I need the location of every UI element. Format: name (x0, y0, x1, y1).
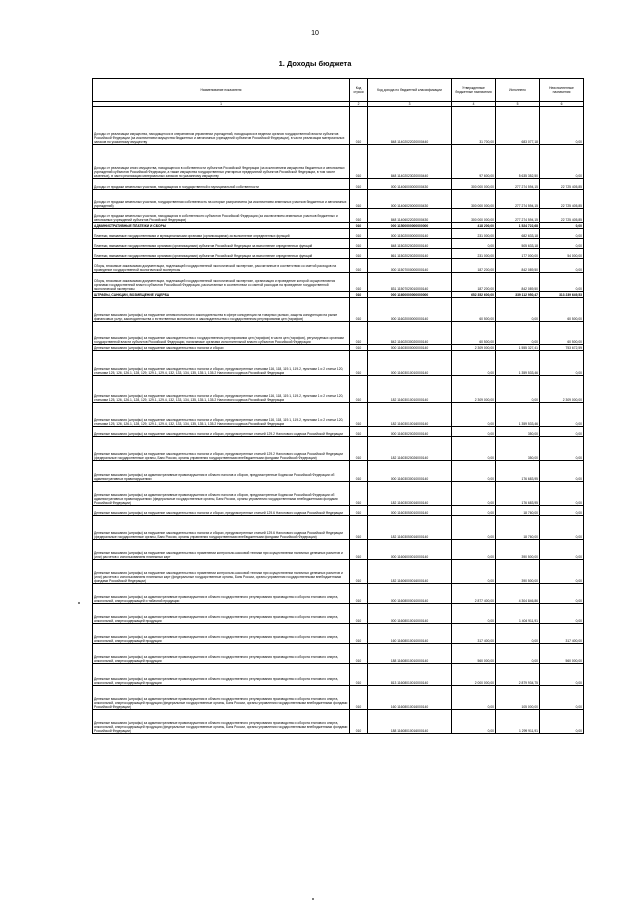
cell-name: Денежные взыскания (штрафы) за нарушение законодательства о налогах и сборах, предусмотренные статьей 129.6 Налогового кодекса Российской Федерации (федеральные государственные органы, Банк России, органы управления государственными внебюджетными фондами Российской Федерации) (93, 516, 350, 540)
cell-executed: 505 633,18 (496, 239, 540, 249)
cell-executed: 4 304 846,86 (496, 584, 540, 604)
table-row (93, 516, 584, 540)
column-header-kbk: Код дохода по бюджетной классификации (368, 79, 452, 102)
cell-budget-code: 188 11608010016000140 (368, 710, 452, 734)
cell-unexecuted: 60 500,00 (540, 322, 584, 345)
cell-approved: 31 700,00 (452, 107, 496, 145)
cell-row-code: 010 (350, 624, 368, 644)
cell-unexecuted: 0,00 (540, 229, 584, 239)
cell-name: Денежные взыскания (штрафы) за административные правонарушения в области государственного регулирования производства и оборота этилового спирта, алкогольной, спиртосодержащей продукции (федеральные государственные органы, Банк России, органы управления государственными внебюджетными фондами Российской Федерации) (93, 686, 350, 710)
cell-executed: 0,00 (496, 322, 540, 345)
cell-approved: 0,00 (452, 482, 496, 506)
cell-unexecuted: 0,00 (540, 437, 584, 461)
cell-approved: 418 200,00 (452, 223, 496, 229)
cell-unexecuted: 0,00 (540, 560, 584, 584)
cell-approved: 187 200,00 (452, 259, 496, 273)
table-row (93, 686, 584, 710)
cell-row-code: 010 (350, 179, 368, 190)
cell-name: Денежные взыскания (штрафы) за административные правонарушения в области налогов и сборов, предусмотренные Кодексом Российской Федерации об административных правонарушениях (федеральные государственные органы, Банк России, органы управления государственными внебюджетными фондами Российской Федерации) (93, 482, 350, 506)
cell-unexecuted: 0,00 (540, 403, 584, 427)
cell-budget-code: 000 11502000000000140 (368, 229, 452, 239)
cell-executed: 176 683,95 (496, 482, 540, 506)
cell-name: Денежные взыскания (штрафы) за административные правонарушения в области государственного регулирования производства и оборота этилового спирта, алкогольной, спиртосодержащей продукции (93, 624, 350, 644)
cell-budget-code: 848 11402022020000440 (368, 107, 452, 145)
cell-name: Денежные взыскания (штрафы) за нарушение законодательства о налогах и сборах, предусмотренные статьями 116, 118, 119.1, 119.2, пунктами 1 и 2 статьи 120, статьями 125, 126, 126.1, 128, 129, 129.1, 129.4, 132, 133, 134, 135, 135.1, 135.2 Налогового кодекса Российской Федерации (93, 376, 350, 403)
page-title: 1. Доходы бюджета (278, 59, 352, 68)
cell-executed: 18 760,00 (496, 506, 540, 516)
cell-row-code: 010 (350, 223, 368, 229)
cell-row-code: 010 (350, 664, 368, 686)
column-header-code: Код строки (350, 79, 368, 102)
cell-row-code: 010 (350, 403, 368, 427)
cell-row-code: 010 (350, 298, 368, 322)
table-row (93, 584, 584, 604)
table-body (93, 107, 584, 734)
cell-name: Денежные взыскания (штрафы) за нарушение законодательства о налогах и сборах, предусмотренные статьей 129.2 Налогового кодекса Российской Федерации (93, 427, 350, 437)
cell-unexecuted: 0,00 (540, 273, 584, 292)
table-row (93, 710, 584, 734)
cell-approved: 0,00 (452, 351, 496, 376)
cell-unexecuted: 0,00 (540, 482, 584, 506)
cell-name: Платежи, взимаемые государственными органами (организациями) субъектов Российской Федерации за выполнение определенных функций (93, 249, 350, 259)
cell-approved: 317 400,00 (452, 624, 496, 644)
cell-executed: 390 500,00 (496, 560, 540, 584)
cell-executed: 350,00 (496, 427, 540, 437)
cell-budget-code: 842 11602030020000140 (368, 322, 452, 345)
cell-name: Денежные взыскания (штрафы) за нарушение законодательства о применении контрольно-кассовой техники при осуществлении наличных денежных расчетов и (или) расчетов с использованием платежных карт (федеральные государственные органы, Банк России, органы управления государственными внебюджетными фондами Российской Федерации) (93, 560, 350, 584)
table-row (93, 540, 584, 560)
table-row (93, 461, 584, 482)
cell-row-code: 010 (350, 322, 368, 345)
cell-budget-code: 000 11608000010000140 (368, 584, 452, 604)
cell-unexecuted: 0,00 (540, 540, 584, 560)
cell-name: Денежные взыскания (штрафы) за нарушение законодательства о налогах и сборах, предусмотренные статьей 129.2 Налогового кодекса Российской Федерации (федеральные государственные органы, Банк России, органы управления государственными внебюджетными фондами Российской Федерации) (93, 437, 350, 461)
cell-approved: 0,00 (452, 604, 496, 624)
cell-row-code: 010 (350, 516, 368, 540)
cell-executed: 277 274 594,15 (496, 179, 540, 190)
cell-row-code: 010 (350, 259, 368, 273)
cell-row-code: 010 (350, 145, 368, 179)
cell-unexecuted: 0,00 (540, 506, 584, 516)
cell-executed: 1 299 911,91 (496, 710, 540, 734)
table-row (93, 506, 584, 516)
cell-name: Денежные взыскания (штрафы) за административные правонарушения в области государственного регулирования производства и оборота этилового спирта, алкогольной, спиртосодержащей продукции (93, 604, 350, 624)
column-number: 5 (496, 102, 540, 107)
cell-row-code: 010 (350, 190, 368, 209)
column-number: 2 (350, 102, 368, 107)
cell-approved: 60 500,00 (452, 322, 496, 345)
table-row (93, 273, 584, 292)
cell-name: Денежные взыскания (штрафы) за административные правонарушения в области налогов и сборов, предусмотренные Кодексом Российской Федерации об административных правонарушениях (93, 461, 350, 482)
cell-budget-code: 000 11500000000000000 (368, 223, 452, 229)
table-row (93, 259, 584, 273)
table-row (93, 604, 584, 624)
cell-approved: 231 000,00 (452, 249, 496, 259)
column-header-executed: Исполнено (496, 79, 540, 102)
cell-name: Денежные взыскания (штрафы) за нарушение законодательства о налогах и сборах, предусмотренные статьями 116, 118, 119.1, 119.2, пунктами 1 и 2 статьи 120, статьями 125, 126, 126.1, 128, 129, 129.1, 129.4, 132, 133, 134, 135, 135.1, 135.2 Налогового кодекса Российской Федерации (93, 351, 350, 376)
cell-approved: 0,00 (452, 403, 496, 427)
cell-approved: 0,00 (452, 506, 496, 516)
cell-budget-code: 000 11507000000000140 (368, 259, 452, 273)
cell-name: АДМИНИСТРАТИВНЫЕ ПЛАТЕЖИ И СБОРЫ (93, 223, 350, 229)
cell-unexecuted: 0,00 (540, 516, 584, 540)
cell-row-code: 010 (350, 229, 368, 239)
budget-income-table (92, 78, 584, 734)
cell-budget-code: 000 11608010010000140 (368, 604, 452, 624)
cell-row-code: 010 (350, 604, 368, 624)
table-row (93, 209, 584, 223)
cell-name: Платежи, взимаемые государственными органами (организациями) субъектов Российской Федерации за выполнение определенных функций (93, 239, 350, 249)
cell-unexecuted: 0,00 (540, 584, 584, 604)
cell-executed: 1 404 911,91 (496, 604, 540, 624)
cell-approved: 187 200,00 (452, 273, 496, 292)
cell-budget-code: 000 11406000000000430 (368, 179, 452, 190)
column-number: 1 (93, 102, 350, 107)
cell-executed: 842 089,50 (496, 259, 540, 273)
cell-name: Денежные взыскания (штрафы) за административные правонарушения в области государственного регулирования производства и оборота этилового спирта, алкогольной, спиртосодержащей продукции (93, 644, 350, 664)
table-row (93, 437, 584, 461)
cell-name: ШТРАФЫ, САНКЦИИ, ВОЗМЕЩЕНИЕ УЩЕРБА (93, 292, 350, 298)
cell-budget-code: 000 11606000010000140 (368, 540, 452, 560)
cell-unexecuted: 0,00 (540, 239, 584, 249)
cell-budget-code: 848 11402023020000440 (368, 145, 452, 179)
cell-budget-code: 000 11603010010000140 (368, 351, 452, 376)
cell-unexecuted: 22 725 405,85 (540, 179, 584, 190)
cell-approved: 300 000 000,00 (452, 209, 496, 223)
page-number: 10 (311, 30, 319, 37)
cell-approved: 2 000 000,00 (452, 664, 496, 686)
table-row (93, 107, 584, 145)
cell-row-code: 010 (350, 292, 368, 298)
scan-speck (78, 602, 80, 604)
cell-approved: 560 000,00 (452, 644, 496, 664)
cell-budget-code: 848 11502020020000140 (368, 239, 452, 249)
table-row (93, 249, 584, 259)
cell-budget-code: 861 11502020020000140 (368, 249, 452, 259)
cell-row-code: 010 (350, 482, 368, 506)
cell-executed: 177 000,00 (496, 249, 540, 259)
cell-unexecuted: 0,00 (540, 145, 584, 179)
cell-approved: 300 000 000,00 (452, 179, 496, 190)
cell-name: Сборы, вносимые заказчиками документации, подлежащей государственной экологической экспертизе, рассчитанные в соответствии со сметой расходов на проведение государственной экологической экспертизы (93, 259, 350, 273)
cell-budget-code: 000 11602000000000140 (368, 298, 452, 322)
cell-budget-code: 000 11406020000000430 (368, 190, 452, 209)
cell-row-code: 010 (350, 427, 368, 437)
cell-approved: 0,00 (452, 461, 496, 482)
table-row (93, 145, 584, 179)
cell-unexecuted: 753 672,59 (540, 345, 584, 351)
cell-row-code: 010 (350, 584, 368, 604)
cell-budget-code: 182 11603010010000140 (368, 376, 452, 403)
cell-row-code: 010 (350, 540, 368, 560)
table-row (93, 351, 584, 376)
cell-unexecuted: 317 400,00 (540, 624, 584, 644)
cell-row-code: 010 (350, 686, 368, 710)
cell-name: Денежные взыскания (штрафы) за нарушение законодательства о государственном регулировании цен (тарифов) в части цен (тарифов), регулируемых органами государственной власти субъектов Российской Федерации, налагаемые органами исполнительной власти субъектов Российской Федерации (93, 322, 350, 345)
cell-row-code: 010 (350, 345, 368, 351)
cell-approved: 0,00 (452, 560, 496, 584)
table-row (93, 179, 584, 190)
column-header-name: Наименование показателя (93, 79, 350, 102)
cell-name: Денежные взыскания (штрафы) за административные правонарушения в области государственного регулирования производства и оборота этилового спирта, алкогольной, спиртосодержащей продукции (93, 664, 350, 686)
cell-budget-code: 848 11406022020000430 (368, 209, 452, 223)
scan-speck (312, 898, 314, 900)
cell-executed: 682 633,18 (496, 229, 540, 239)
cell-approved: 2 877 400,00 (452, 584, 496, 604)
table-row (93, 298, 584, 322)
cell-budget-code: 182 11603030016000140 (368, 482, 452, 506)
table-row (93, 403, 584, 427)
cell-budget-code: 000 11603050010000140 (368, 506, 452, 516)
cell-row-code: 010 (350, 107, 368, 145)
cell-name: Доходы от продажи земельных участков, государственная собственность на которые разграничена (за исключением земельных участков бюджетных и автономных учреждений) (93, 190, 350, 209)
cell-approved: 0,00 (452, 710, 496, 734)
cell-executed: 277 274 594,15 (496, 190, 540, 209)
cell-unexecuted: 22 725 405,85 (540, 190, 584, 209)
cell-approved: 0,00 (452, 437, 496, 461)
cell-approved: 0,00 (452, 427, 496, 437)
cell-unexecuted: 0,00 (540, 604, 584, 624)
table-row (93, 190, 584, 209)
cell-unexecuted: 0,00 (540, 461, 584, 482)
cell-unexecuted: 54 000,00 (540, 249, 584, 259)
table-row (93, 376, 584, 403)
cell-approved: 0,00 (452, 239, 496, 249)
cell-unexecuted: 0,00 (540, 351, 584, 376)
cell-name: Денежные взыскания (штрафы) за административные правонарушения в области государственного регулирования производства и оборота этилового спирта, алкогольной, спиртосодержащей продукции (федеральные государственные органы, Банк России, органы управления государственными внебюджетными фондами Российской Федерации) (93, 710, 350, 734)
cell-approved: 0,00 (452, 686, 496, 710)
cell-row-code: 010 (350, 710, 368, 734)
cell-executed: 1 524 722,68 (496, 223, 540, 229)
table-row (93, 644, 584, 664)
cell-name: Доходы от реализации имущества, находящегося в оперативном управлении учреждений, находящихся в ведении органов государственной власти субъектов Российской Федерации (за исключением имущества бюджетных и автономных учреждений субъектов Российской Федерации), в части реализации материальных запасов по указанному имуществу (93, 107, 350, 145)
cell-unexecuted: 22 725 405,85 (540, 209, 584, 223)
cell-row-code: 010 (350, 461, 368, 482)
cell-budget-code: 831 11507020010000140 (368, 273, 452, 292)
cell-executed: 0,00 (496, 376, 540, 403)
cell-approved: 231 000,00 (452, 229, 496, 239)
cell-executed: 176 683,95 (496, 461, 540, 482)
cell-name: Доходы от реализации иного имущества, находящегося в собственности субъектов Российской Федерации (за исключением имущества бюджетных и автономных учреждений субъектов Российской Федерации, а также имущества государственных унитарных предприятий субъектов Российской Федерации, в том числе казенных), в части реализации материальных запасов по указанному имуществу (93, 145, 350, 179)
cell-unexecuted: 560 000,00 (540, 644, 584, 664)
cell-name: Денежные взыскания (штрафы) за нарушение законодательства о налогах и сборах, предусмотренные статьей 129.6 Налогового кодекса Российской Федерации (93, 506, 350, 516)
cell-budget-code: 188 11608010010000140 (368, 644, 452, 664)
column-number: 6 (540, 102, 584, 107)
cell-row-code: 010 (350, 239, 368, 249)
cell-name: Денежные взыскания (штрафы) за нарушение антимонопольного законодательства в сфере конкуренции на товарных рынках, защиты конкуренции на рынке финансовых услуг, законодательства о естественных монополиях и законодательства о государственном регулировании цен (тарифов) (93, 298, 350, 322)
cell-unexecuted: 0,00 (540, 223, 584, 229)
cell-executed: 277 274 594,15 (496, 209, 540, 223)
table-row (93, 229, 584, 239)
cell-name: Сборы, вносимые заказчиками документации, подлежащей государственной экологической экспертизе, организация и проведение которой осуществляются органами государственной власти субъектов Российской Федерации, рассчитанные в соответствии со сметой расходов на проведение государственной экологической экспертизы (93, 273, 350, 292)
cell-executed: 2 879 934,75 (496, 664, 540, 686)
cell-unexecuted: 0,00 (540, 664, 584, 686)
cell-budget-code: 000 11603000000000140 (368, 345, 452, 351)
cell-approved: 0,00 (452, 516, 496, 540)
cell-approved: 2 309 000,00 (452, 345, 496, 351)
column-header-approved: Утвержденные бюджетные назначения (452, 79, 496, 102)
cell-row-code: 010 (350, 273, 368, 292)
cell-unexecuted: 0,00 (540, 686, 584, 710)
cell-unexecuted: 0,00 (540, 710, 584, 734)
cell-row-code: 010 (350, 209, 368, 223)
table-row (93, 560, 584, 584)
cell-budget-code: 182 11603010016000140 (368, 403, 452, 427)
cell-row-code: 010 (350, 249, 368, 259)
cell-name: Доходы от продажи земельных участков, находящихся в государственной и муниципальной собственности (93, 179, 350, 190)
cell-unexecuted: 2 309 000,00 (540, 376, 584, 403)
table-header-row (93, 79, 584, 102)
cell-unexecuted: 0,00 (540, 107, 584, 145)
cell-executed: 390 500,00 (496, 540, 540, 560)
table-row (93, 482, 584, 506)
cell-budget-code: 000 11603020020000140 (368, 427, 452, 437)
cell-budget-code: 813 11608010010000140 (368, 664, 452, 686)
cell-executed: 1 359 533,46 (496, 403, 540, 427)
cell-name: Денежные взыскания (штрафы) за нарушение законодательства о налогах и сборах, предусмотренные статьями 116, 118, 119.1, 119.2, пунктами 1 и 2 статьи 120, статьями 125, 126, 126.1, 128, 129, 129.1, 129.4, 132, 133, 134, 135, 135.1, 135.2 Налогового кодекса Российской Федерации (93, 403, 350, 427)
column-number: 3 (368, 102, 452, 107)
cell-executed: 1 555 327,41 (496, 345, 540, 351)
column-number: 4 (452, 102, 496, 107)
cell-approved: 60 500,00 (452, 298, 496, 322)
cell-unexecuted: 0,00 (540, 427, 584, 437)
cell-budget-code: 000 11600000000000000 (368, 292, 452, 298)
cell-name: Денежные взыскания (штрафы) за нарушение законодательства о налогах и сборах (93, 345, 350, 351)
cell-row-code: 010 (350, 560, 368, 584)
column-header-unexecuted: Неисполненные назначения (540, 79, 584, 102)
cell-approved: 2 309 000,00 (452, 376, 496, 403)
cell-budget-code: 000 11603030010000140 (368, 461, 452, 482)
cell-name: Денежные взыскания (штрафы) за административные правонарушения в области государственного регулирования производства и оборота этилового спирта, алкогольной, спиртосодержащей и табачной продукции (93, 584, 350, 604)
table-row (93, 664, 584, 686)
cell-name: Платежи, взимаемые государственными и муниципальными органами (организациями) за выполнение определенных функций (93, 229, 350, 239)
cell-approved: 652 352 600,00 (452, 292, 496, 298)
cell-unexecuted: 0,00 (540, 259, 584, 273)
cell-executed: 1 359 533,46 (496, 351, 540, 376)
table-row (93, 427, 584, 437)
table-row (93, 624, 584, 644)
cell-executed: 350,00 (496, 437, 540, 461)
cell-executed: 0,00 (496, 624, 540, 644)
cell-executed: 5 635 352,50 (496, 145, 540, 179)
cell-row-code: 010 (350, 644, 368, 664)
cell-executed: 105 000,00 (496, 686, 540, 710)
cell-budget-code: 182 11606000016000140 (368, 560, 452, 584)
cell-budget-code: 182 11603020026000140 (368, 437, 452, 461)
cell-executed: 339 112 950,47 (496, 292, 540, 298)
cell-row-code: 010 (350, 351, 368, 376)
cell-unexecuted: 313 239 649,53 (540, 292, 584, 298)
cell-approved: 97 600,00 (452, 145, 496, 179)
cell-row-code: 010 (350, 376, 368, 403)
cell-approved: 300 000 000,00 (452, 190, 496, 209)
cell-row-code: 010 (350, 506, 368, 516)
cell-budget-code: 160 11608010016000140 (368, 686, 452, 710)
cell-executed: 0,00 (496, 644, 540, 664)
cell-name: Денежные взыскания (штрафы) за нарушение законодательства о применении контрольно-кассовой техники при осуществлении наличных денежных расчетов и (или) расчетов с использованием платежных карт (93, 540, 350, 560)
cell-executed: 842 089,50 (496, 273, 540, 292)
cell-unexecuted: 60 500,00 (540, 298, 584, 322)
cell-approved: 0,00 (452, 540, 496, 560)
cell-executed: 683 077,18 (496, 107, 540, 145)
cell-budget-code: 182 11603050016000140 (368, 516, 452, 540)
table-row (93, 322, 584, 345)
cell-executed: 0,00 (496, 298, 540, 322)
cell-executed: 18 760,00 (496, 516, 540, 540)
cell-row-code: 010 (350, 437, 368, 461)
cell-budget-code: 160 11608010010000140 (368, 624, 452, 644)
cell-name: Доходы от продажи земельных участков, находящихся в собственности субъектов Российской Федерации (за исключением земельных участков бюджетных и автономных учреждений субъектов Российской Федерации) (93, 209, 350, 223)
table-row (93, 239, 584, 249)
